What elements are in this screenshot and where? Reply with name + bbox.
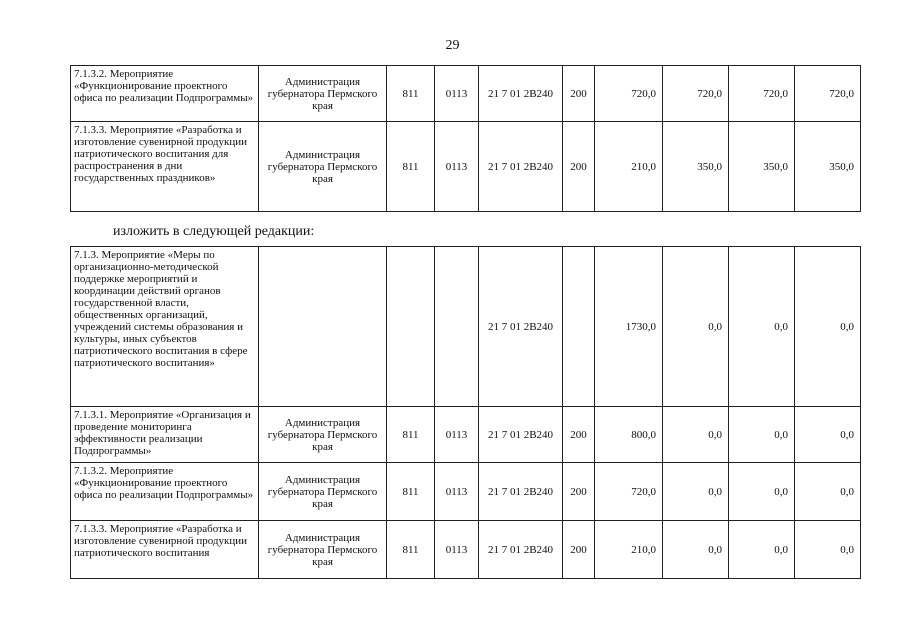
cell-amount-1: 1730,0 <box>595 247 663 407</box>
cell-amount-1: 800,0 <box>595 407 663 463</box>
cell-amount-2: 0,0 <box>663 407 729 463</box>
cell-executor <box>259 247 387 407</box>
cell-amount-2: 0,0 <box>663 247 729 407</box>
cell-amount-3: 0,0 <box>729 247 795 407</box>
cell-ved-code: 811 <box>387 122 435 212</box>
cell-section-code: 0113 <box>435 463 479 521</box>
cell-section-code: 0113 <box>435 66 479 122</box>
cell-amount-4: 350,0 <box>795 122 861 212</box>
cell-amount-3: 720,0 <box>729 66 795 122</box>
table-row <box>71 66 861 122</box>
table-row <box>71 521 861 579</box>
cell-amount-3: 0,0 <box>729 463 795 521</box>
cell-section-code <box>435 247 479 407</box>
cell-name: 7.1.3.2. Мероприятие «Функционирование проектного офиса по реализации Подпрограммы» <box>71 463 259 521</box>
cell-amount-1: 210,0 <box>595 521 663 579</box>
cell-amount-2: 0,0 <box>663 463 729 521</box>
cell-ved-code: 811 <box>387 66 435 122</box>
cell-amount-4: 0,0 <box>795 521 861 579</box>
cell-name: 7.1.3.3. Мероприятие «Разработка и изготовление сувенирной продукции патриотического воспитания для распространения в дни государственных праздников» <box>71 122 259 212</box>
cell-section-code: 0113 <box>435 407 479 463</box>
cell-amount-4: 720,0 <box>795 66 861 122</box>
budget-table-bottom <box>70 246 861 579</box>
cell-target-article: 21 7 01 2В240 <box>479 122 563 212</box>
cell-section-code: 0113 <box>435 521 479 579</box>
table-row <box>71 407 861 463</box>
page-number: 29 <box>445 38 460 53</box>
cell-section-code: 0113 <box>435 122 479 212</box>
cell-amount-3: 0,0 <box>729 521 795 579</box>
budget-table-top <box>70 65 861 212</box>
cell-expense-type <box>563 247 595 407</box>
cell-amount-2: 350,0 <box>663 122 729 212</box>
cell-executor: Администрация губернатора Пермского края <box>259 407 387 463</box>
table-row <box>71 122 861 212</box>
cell-amount-2: 720,0 <box>663 66 729 122</box>
cell-expense-type: 200 <box>563 122 595 212</box>
cell-amount-3: 350,0 <box>729 122 795 212</box>
cell-executor: Администрация губернатора Пермского края <box>259 521 387 579</box>
cell-name: 7.1.3. Мероприятие «Меры по организационно-методической поддержке мероприятий и координации действий органов государственной власти, общественных организаций, учреждений системы образования и культуры, иных субъектов патриотического воспитания в сфере патриотического воспитания» <box>71 247 259 407</box>
cell-target-article: 21 7 01 2В240 <box>479 521 563 579</box>
cell-expense-type: 200 <box>563 66 595 122</box>
cell-executor: Администрация губернатора Пермского края <box>259 463 387 521</box>
cell-amount-1: 720,0 <box>595 66 663 122</box>
cell-expense-type: 200 <box>563 407 595 463</box>
cell-ved-code: 811 <box>387 407 435 463</box>
cell-expense-type: 200 <box>563 521 595 579</box>
cell-ved-code: 811 <box>387 463 435 521</box>
cell-name: 7.1.3.3. Мероприятие «Разработка и изготовление сувенирной продукции патриотического воспитания <box>71 521 259 579</box>
cell-amount-3: 0,0 <box>729 407 795 463</box>
cell-target-article: 21 7 01 2В240 <box>479 247 563 407</box>
cell-name: 7.1.3.2. Мероприятие «Функционирование проектного офиса по реализации Подпрограммы» <box>71 66 259 122</box>
cell-amount-2: 0,0 <box>663 521 729 579</box>
cell-amount-1: 720,0 <box>595 463 663 521</box>
cell-ved-code: 811 <box>387 521 435 579</box>
table-row <box>71 247 861 407</box>
cell-amount-4: 0,0 <box>795 247 861 407</box>
cell-expense-type: 200 <box>563 463 595 521</box>
cell-amount-4: 0,0 <box>795 463 861 521</box>
cell-executor: Администрация губернатора Пермского края <box>259 122 387 212</box>
cell-amount-1: 210,0 <box>595 122 663 212</box>
cell-amount-4: 0,0 <box>795 407 861 463</box>
amendment-caption: изложить в следующей редакции: <box>113 224 315 239</box>
cell-target-article: 21 7 01 2В240 <box>479 407 563 463</box>
cell-target-article: 21 7 01 2В240 <box>479 463 563 521</box>
cell-executor: Администрация губернатора Пермского края <box>259 66 387 122</box>
table-row <box>71 463 861 521</box>
cell-target-article: 21 7 01 2В240 <box>479 66 563 122</box>
cell-ved-code <box>387 247 435 407</box>
cell-name: 7.1.3.1. Мероприятие «Организация и проведение мониторинга эффективности реализации Подпрограммы» <box>71 407 259 463</box>
